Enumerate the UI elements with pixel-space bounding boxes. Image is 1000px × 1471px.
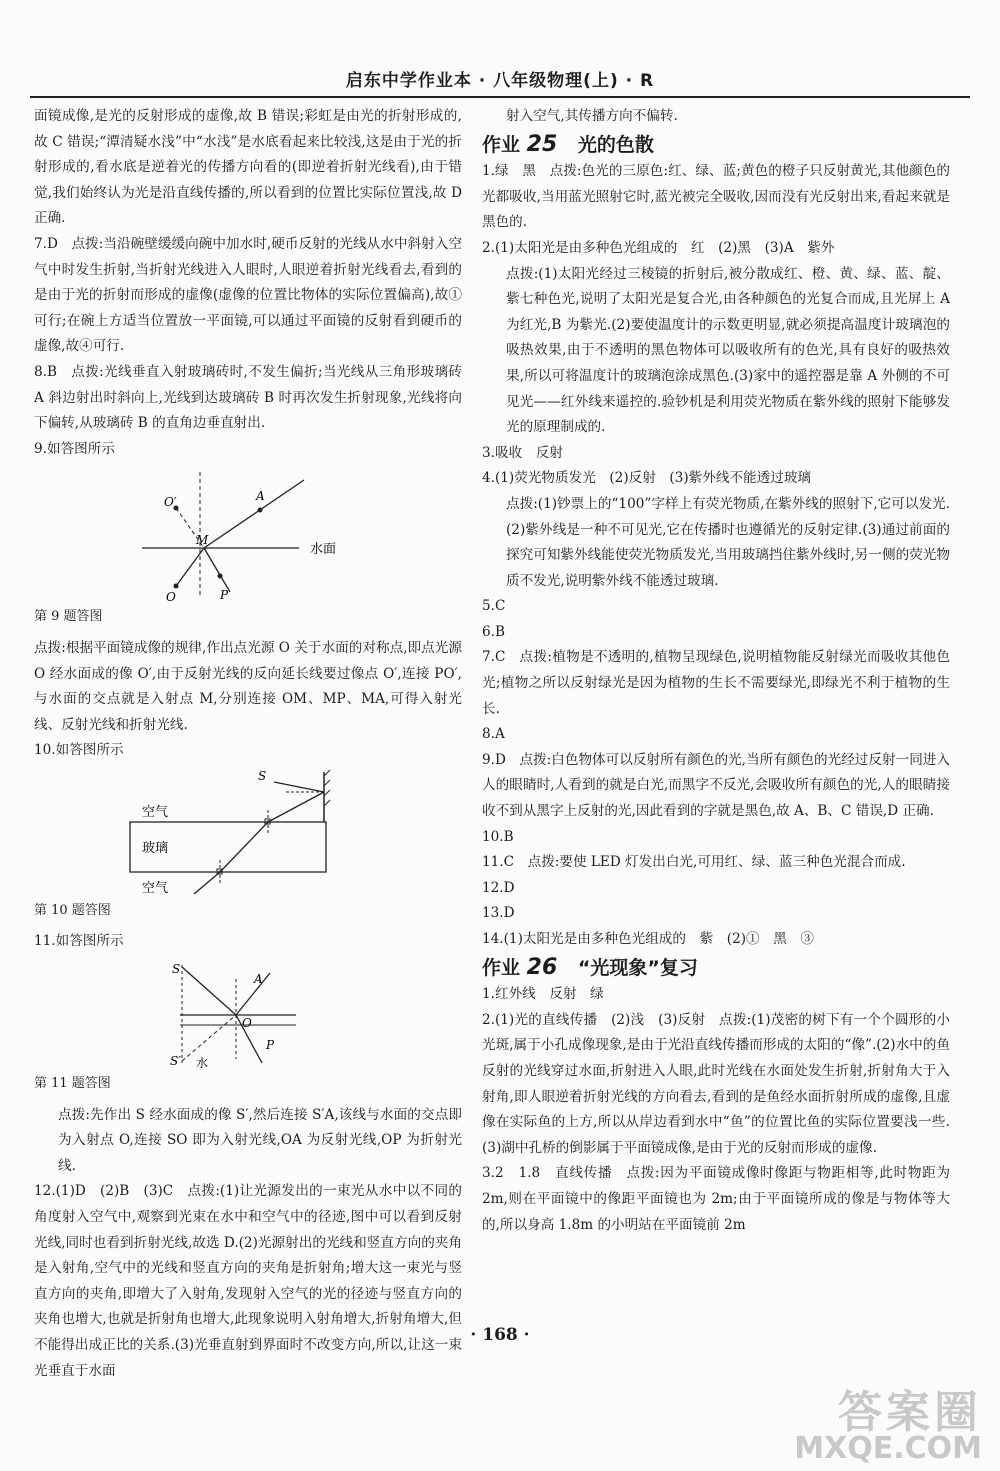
answer-r5: 5.C xyxy=(482,598,506,615)
watermark-text: 答案圈 xyxy=(838,1387,982,1438)
label-p: P xyxy=(266,1038,275,1053)
label-p: P xyxy=(220,588,229,603)
label-s: S xyxy=(172,962,181,977)
paragraph-continued: 面镜成像,是光的反射形成的虚像,故 B 错误;彩虹是由光的折射形成的,故 C 错误;“潭清疑水浅”中“水浅”是水底看起来比较浅,这是由于光的折射形成的,看水底是逆着光的传播方向看的(即逆着折射光线看),由于错觉,我们始终认为光是沿直线传播的,所以看到的位置比实际位置浅,故 D 正确. xyxy=(34,108,462,227)
figure-10 xyxy=(34,768,462,896)
label-water-surface: 水面 xyxy=(310,542,337,558)
label-water: 水 xyxy=(196,1056,209,1070)
figure-10-diagram xyxy=(34,768,462,896)
answer-r8: 8.A xyxy=(482,726,505,743)
answer-8: 8.B 点拨:光线垂直入射玻璃砖时,不发生偏折;当光线从三角形玻璃砖 A 斜边射出时斜向上,光线到达玻璃砖 B 时再次发生折射现象,光线将向下偏转,从玻璃砖 B 的直角边垂直射出. xyxy=(34,363,462,432)
homework-number: 25 xyxy=(526,131,558,157)
label-s-prime: S′ xyxy=(170,1054,181,1069)
watermark xyxy=(794,1387,982,1467)
answer-r2: 2.(1)太阳光是由多种色光组成的 红 (2)黑 (3)A 紫外 xyxy=(482,239,835,256)
answer-r9: 9.D 点拨:白色物体可以反射所有颜色的光,当所有颜色的光经过反射一同进入人的眼睛时,人看到的就是白光,而黑字不反光,会吸收所有颜色的光,人的眼睛接收不到从黑字上反射的光,因此看到的字就是黑色,故 A、B、C 错误,D 正确. xyxy=(482,751,950,820)
answer-11: 11.如答图所示 xyxy=(34,933,124,950)
answer-s3: 3.2 1.8 直线传播 点拨:因为平面镜成像时像距与物距相等,此时物距为 2m,则在平面镜中的像距平面镜也为 2m;由于平面镜所成的像是与物体等大的,所以身高 1.8m 的小明站在平面镜前 2m xyxy=(482,1165,950,1233)
homework-title: “光现象”复习 xyxy=(577,956,698,979)
figure-9 xyxy=(34,466,462,602)
watermark-url: MXQE.COM xyxy=(794,1431,982,1466)
homework-26-heading xyxy=(482,955,950,982)
label-air-bottom: 空气 xyxy=(142,880,169,896)
page-header xyxy=(30,66,970,98)
left-column xyxy=(34,104,462,1384)
answer-9-tip: 点拨:根据平面镜成像的规律,作出点光源 O 关于水面的对称点,即点光源 O 经水面成的像 O′,由于反射光线的反向延长线要过像点 O′,连接 PO′,与水面的交点就是入射点 M,分别连接 OM、MP、MA,可得入射光线、反射光线和折射光线. xyxy=(34,639,462,733)
answer-r4-tip: 点拨:(1)钞票上的“100”字样上有荧光物质,在紫外线的照射下,它可以发光.(2)紫外线是一种不可见光,它在传播时也遵循光的反射定律.(3)通过前面的探究可知紫外线能使荧光物质发光,当用玻璃挡住紫外线时,另一侧的荧光物质不发光,说明紫外线不能透过玻璃. xyxy=(506,495,950,589)
figure-11-diagram xyxy=(34,959,462,1069)
label-air-top: 空气 xyxy=(142,804,169,820)
label-o: O xyxy=(166,590,176,603)
figure-9-diagram xyxy=(34,466,462,602)
answer-s1: 1.红外线 反射 绿 xyxy=(482,986,604,1003)
answer-r10: 10.B xyxy=(482,828,514,845)
answer-r11: 11.C 点拨:要使 LED 灯发出白光,可用红、绿、蓝三种色光混合而成. xyxy=(482,854,906,871)
answer-10: 10.如答图所示 xyxy=(34,742,124,759)
homework-number: 26 xyxy=(526,954,558,980)
label-a: A xyxy=(256,489,265,504)
answer-r2-tip: 点拨:(1)太阳光经过三棱镜的折射后,被分散成红、橙、黄、绿、蓝、靛、紫七种色光,说明了太阳光是复合光,由各种颜色的光复合而成,且光屏上 A 为红光,B 为紫光.(2)要使温度计的示数更明显,就必须提高温度计玻璃泡的吸热效果,由于不透明的黑色物体可以吸收所有的色光,具有良好的吸热效果,所以可将温度计的玻璃泡涂成黑色.(3)家中的遥控器是靠 A 外侧的不可见光——红外线来遥控的.验钞机是利用荧光物质在紫外线的照射下能够发光的原理制成的. xyxy=(506,265,950,436)
answer-9: 9.如答图所示 xyxy=(34,440,115,457)
figure-10-caption: 第 10 题答图 xyxy=(34,902,111,918)
answer-11-tip: 点拨:先作出 S 经水面成的像 S′,然后连接 S′A,该线与水面的交点即为入射点 O,连接 SO 即为入射光线,OA 为反射光线,OP 为折射光线. xyxy=(58,1106,462,1174)
page-number: · 168 · xyxy=(470,1325,530,1345)
homework-title: 光的色散 xyxy=(577,133,654,156)
homework-25-heading xyxy=(482,132,950,159)
answer-12: 12.(1)D (2)B (3)C 点拨:(1)让光源发出的一束光从水中以不同的角度射入空气中,观察到光束在水中和空气中的径迹,图中可以看到反射光线,同时也看到折射光线,故选 D.(2)光源射出的光线和竖直方向的夹角是入射角,空气中的光线和竖直方向的夹角是折射角;增大这一束光与竖直方向的夹角,即增大了入射角,发现射入空气的光的径迹与竖直方向的夹角也增大,也就是折射角也增大,此现象说明入射角增大,折射角增大,但不能得出成正比的关系.(3)光垂直射到界面时不改变方向,所以,让这一束光垂直于水面 xyxy=(34,1183,462,1379)
answer-r12: 12.D xyxy=(482,879,515,896)
answer-r14: 14.(1)太阳光是由多种色光组成的 紫 (2)① 黑 ③ xyxy=(482,931,815,947)
figure-11-caption: 第 11 题答图 xyxy=(34,1076,111,1092)
answer-r6: 6.B xyxy=(482,623,505,640)
homework-label: 作业 xyxy=(482,956,521,979)
answer-r1: 1.绿 黑 点拨:色光的三原色:红、绿、蓝;黄色的橙子只反射黄光,其他颜色的光都吸收,当用蓝光照射它时,蓝光被完全吸收,因而没有光反射出来,看起来就是黑色的. xyxy=(482,163,950,231)
label-o: O xyxy=(242,1016,252,1031)
answer-r3: 3.吸收 反射 xyxy=(482,444,563,461)
label-m: M xyxy=(196,533,209,548)
label-a: A xyxy=(254,972,263,987)
label-o-prime: O′ xyxy=(164,495,177,510)
homework-label: 作业 xyxy=(482,133,521,156)
answer-r7: 7.C 点拨:植物是不透明的,植物呈现绿色,说明植物能反射绿光而吸收其他色光;植物之所以反射绿光是因为植物的生长不需要绿光,即绿光不利于植物的生长. xyxy=(482,649,950,717)
answer-r13: 13.D xyxy=(482,905,515,922)
figure-9-caption: 第 9 题答图 xyxy=(34,609,103,625)
answer-continued: 射入空气,其传播方向不偏转. xyxy=(506,108,678,124)
right-column xyxy=(482,104,950,1238)
figure-11 xyxy=(34,959,462,1069)
answer-r4: 4.(1)荧光物质发光 (2)反射 (3)紫外线不能透过玻璃 xyxy=(482,470,812,487)
answer-7: 7.D 点拨:当沿碗壁缓缓向碗中加水时,硬币反射的光线从水中斜射入空气中时发生折射,当折射光线进入人眼时,人眼逆着折射光线看去,看到的是由于光的折射而形成的虚像(虚像的位置比物体的实际位置偏高),故①可行;在碗上方适当位置放一平面镜,可以通过平面镜的反射看到硬币的虚像,故④可行. xyxy=(34,235,462,355)
label-glass: 玻璃 xyxy=(142,840,169,856)
answer-s2: 2.(1)光的直线传播 (2)浅 (3)反射 点拨:(1)茂密的树下有一个个圆形的小光斑,属于小孔成像现象,是由于光沿直线传播而形成的太阳的“像”.(2)水中的鱼反射的光线穿过水面,折射进入人眼,此时光线在水面处发生折射,折射角大于入射角,即人眼逆着折射光线的方向看去,看到的是鱼经水面折射所成的虚像,且虚像在实际鱼的上方,所以从岸边看到水中“鱼”的位置比鱼的实际位置要浅一些.(3)湖中孔桥的倒影属于平面镜成像,是由于光的反射而形成的虚像. xyxy=(482,1011,950,1156)
label-s: S xyxy=(258,768,267,783)
book-title: 启东中学作业本 · 八年级物理(上) · R xyxy=(345,71,655,91)
